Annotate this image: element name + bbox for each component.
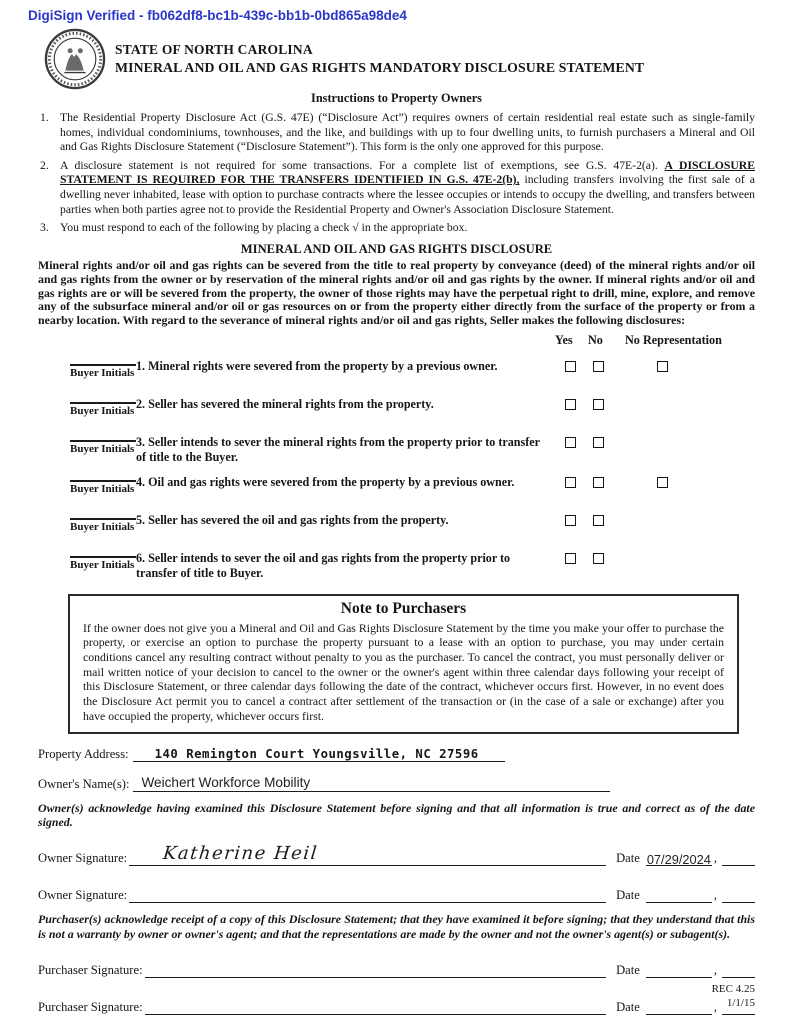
instruction-2-post: including transfers involving the first sale of a dwelling never inhabited, lease with option to purchase contracts where the lessee occupies or intends to occupy the dwelling, and transfers between parties when both parties agree not to provide the Residential Property and Owner's Association Disclosure Statement. <box>60 173 755 216</box>
checkbox-item4-no-representation[interactable] <box>657 477 668 488</box>
date-comma: , <box>713 888 717 903</box>
form-title: MINERAL AND OIL AND GAS RIGHTS MANDATORY DISCLOSURE STATEMENT <box>115 60 645 75</box>
column-header-no: No <box>588 333 603 348</box>
purchaser-date-1-field[interactable] <box>646 958 712 978</box>
purchaser-acknowledgment-text: Purchaser(s) acknowledge receipt of a copy of this Disclosure Statement; that they have examined it before signing; that they understand that this is not a warranty by owner or owner's agent; and that the representations are made by the owner and not the owner's agent(s) or subagent(s). <box>38 912 755 941</box>
instruction-2-number: 2. <box>40 158 49 172</box>
owner-date-1-value: 07/29/2024 <box>646 852 711 868</box>
disclosure-intro-paragraph: Mineral rights and/or oil and gas rights can be severed from the title to real property by conveyance (deed) of the mineral rights and/or oil and gas rights from the owner or by reservation of the mineral rights and/or oil and gas rights by the owner. If mineral rights and/or oil and gas rights are or will be severed from the property, the owner of those rights may have the perpetual right to drill, mine, explore, and remove any of the subsurface mineral and/or oil or gas resources on or from the property either directly from the surface of the property or from a nearby location. With regard to the severance of mineral rights and/or oil and gas rights, Seller makes the following disclosures: <box>38 257 755 328</box>
purchaser-signature-label: Purchaser Signature: <box>38 963 143 978</box>
owner-signature-1-field[interactable] <box>129 844 606 866</box>
date-comma: , <box>713 963 717 978</box>
note-to-purchasers-box <box>68 594 739 734</box>
owner-signature-row-2 <box>38 881 755 903</box>
checkbox-item5-no[interactable] <box>593 515 604 526</box>
owner-signature-row-1 <box>38 844 755 866</box>
disclosure-item-5-text: 5. Seller has severed the oil and gas rights from the property. <box>136 513 449 528</box>
purchaser-signature-2-field[interactable] <box>145 993 606 1015</box>
disclosure-item-1-text: 1. Mineral rights were severed from the property by a previous owner. <box>136 359 498 374</box>
disclosure-item-3-text: 3. Seller intends to sever the mineral rights from the property prior to transfer of title to the Buyer. <box>136 435 540 464</box>
owner-year-2-field[interactable] <box>722 889 755 903</box>
instruction-2-underlined-statute: A DISCLOSURE STATEMENT IS REQUIRED FOR THE TRANSFERS IDENTIFIED IN G.S. 47E-2(b), <box>60 158 756 187</box>
form-footer <box>712 982 755 1010</box>
owner-signature-label: Owner Signature: <box>38 851 128 866</box>
checkbox-item2-no[interactable] <box>593 399 604 410</box>
date-label: Date <box>616 851 640 866</box>
checkbox-item6-yes[interactable] <box>565 553 576 564</box>
disclosure-row-6 <box>38 551 755 580</box>
buyer-initials-field-5[interactable] <box>70 518 136 533</box>
checkbox-item2-yes[interactable] <box>565 399 576 410</box>
property-address-value: 140 Remington Court Youngsville, NC 27596 <box>154 746 479 761</box>
owners-name-row <box>38 775 755 792</box>
form-header <box>44 28 755 90</box>
buyer-initials-label: Buyer Initials <box>70 559 135 572</box>
buyer-initials-field-3[interactable] <box>70 440 136 455</box>
disclosure-row-4 <box>38 475 755 502</box>
instruction-item-1 <box>38 111 755 155</box>
disclosure-row-1 <box>38 359 755 386</box>
owner-date-2-field[interactable] <box>646 883 712 903</box>
buyer-initials-field-4[interactable] <box>70 480 136 495</box>
buyer-initials-field-1[interactable] <box>70 364 136 379</box>
owner-year-1-field[interactable] <box>722 852 755 866</box>
instruction-1-number: 1. <box>40 111 49 124</box>
property-address-field[interactable] <box>133 747 505 762</box>
property-address-row <box>38 747 755 762</box>
disclosure-section-heading: MINERAL AND OIL AND GAS RIGHTS DISCLOSURE <box>240 241 553 256</box>
instruction-2-pre: A disclosure statement is not required for some transactions. For a complete list of exemptions, see G.S. 47E-2(a). <box>60 158 665 172</box>
checkbox-item1-no[interactable] <box>593 361 604 372</box>
instruction-1-text: The Residential Property Disclosure Act (G.S. 47E) (“Disclosure Act”) requires owners of certain residential real estate such as single-family homes, individual condominiums, townhouses, and the like, and buildings with up to four dwelling units, to furnish purchasers a Mineral and Oil and Gas Rights Disclosure Statement (“Disclosure Statement”). This form is the only one approved for this purpose. <box>60 111 755 154</box>
checkbox-item1-yes[interactable] <box>565 361 576 372</box>
buyer-initials-field-2[interactable] <box>70 402 136 417</box>
disclosure-item-6-text: 6. Seller intends to sever the oil and gas rights from the property prior to transfer of title to Buyer. <box>136 551 511 581</box>
digisign-verified-banner: DigiSign Verified - fb062df8-bc1b-439c-bb1b-0bd865a98de4 <box>28 8 407 23</box>
instruction-item-3 <box>38 221 755 236</box>
purchaser-date-2-field[interactable] <box>646 995 712 1015</box>
form-code: REC 4.25 <box>711 983 755 995</box>
owner-signature-2-field[interactable] <box>129 881 606 903</box>
checkbox-item5-yes[interactable] <box>565 515 576 526</box>
date-comma: , <box>713 1000 717 1015</box>
owners-name-label: Owner's Name(s): <box>38 776 130 791</box>
purchaser-year-1-field[interactable] <box>722 964 755 978</box>
purchaser-signature-1-field[interactable] <box>145 956 606 978</box>
disclosure-item-4-text: 4. Oil and gas rights were severed from the property by a previous owner. <box>136 475 515 490</box>
checkbox-item4-no[interactable] <box>593 477 604 488</box>
instruction-2-text <box>60 159 755 217</box>
buyer-initials-label: Buyer Initials <box>70 483 135 496</box>
checkbox-item1-no-representation[interactable] <box>657 361 668 372</box>
disclosure-row-2 <box>38 397 755 424</box>
buyer-initials-label: Buyer Initials <box>70 443 135 456</box>
owner-signature-label: Owner Signature: <box>38 888 128 903</box>
state-heading: STATE OF NORTH CAROLINA <box>115 42 313 57</box>
form-header-text <box>115 42 644 76</box>
date-label: Date <box>616 888 640 903</box>
buyer-initials-field-6[interactable] <box>70 556 136 571</box>
instruction-item-2 <box>38 159 755 217</box>
purchaser-signature-row-1 <box>38 956 755 978</box>
column-header-yes: Yes <box>555 333 573 348</box>
disclosure-item-2-text: 2. Seller has severed the mineral rights from the property. <box>136 397 434 412</box>
owner-acknowledgment-text: Owner(s) acknowledge having examined this Disclosure Statement before signing and that all information is true and correct as of the date signed. <box>38 800 755 829</box>
instructions-heading: Instructions to Property Owners <box>311 91 482 105</box>
nc-real-estate-commission-seal-icon <box>44 28 106 90</box>
buyer-initials-label: Buyer Initials <box>70 367 135 380</box>
date-comma: , <box>713 851 717 866</box>
purchaser-signature-label: Purchaser Signature: <box>38 1000 143 1015</box>
purchaser-signature-row-2 <box>38 993 755 1015</box>
disclosure-row-5 <box>38 513 755 540</box>
checkbox-column-headers <box>38 333 755 348</box>
checkbox-item4-yes[interactable] <box>565 477 576 488</box>
instruction-3-number: 3. <box>40 221 49 235</box>
date-label: Date <box>616 1000 640 1015</box>
buyer-initials-label: Buyer Initials <box>70 521 135 534</box>
disclosure-row-3 <box>38 435 755 464</box>
checkbox-item6-no[interactable] <box>593 553 604 564</box>
owners-name-field[interactable] <box>133 775 610 792</box>
note-to-purchasers-heading: Note to Purchasers <box>340 599 467 617</box>
owners-name-value: Weichert Workforce Mobility <box>141 774 311 790</box>
form-revision-date: 1/1/15 <box>726 997 755 1009</box>
buyer-initials-label: Buyer Initials <box>70 405 135 418</box>
property-address-label: Property Address: <box>38 746 129 761</box>
owner-date-1-field[interactable] <box>646 846 712 866</box>
owner-signature-1-script: Katherine Heil <box>162 843 320 865</box>
instruction-3-text: You must respond to each of the following by placing a check √ in the appropriate box. <box>60 221 468 235</box>
note-to-purchasers-body: If the owner does not give you a Mineral and Oil and Gas Rights Disclosure Statement by the time you make your offer to purchase the property, or exercise an option to purchase the property pursuant to a lease with an option to purchase, you may under certain conditions cancel any resulting contract without penalty to you as the purchaser. To cancel the contract, you must personally deliver or mail written notice of your decision to cancel to the owner or the owner's agent within three calendar days following your receipt of this Disclosure Statement, or three calendar days following the date of the contract, whichever occurs first. However, in no event does the Disclosure Act permit you to cancel a contract after settlement of the transaction or (in the case of a sale or exchange) after you have occupied the property, whichever occurs first. <box>83 620 724 723</box>
column-header-no-representation: No Representation <box>625 333 722 348</box>
date-label: Date <box>616 963 640 978</box>
checkbox-item3-no[interactable] <box>593 437 604 448</box>
instructions-list <box>38 111 755 236</box>
checkbox-item3-yes[interactable] <box>565 437 576 448</box>
